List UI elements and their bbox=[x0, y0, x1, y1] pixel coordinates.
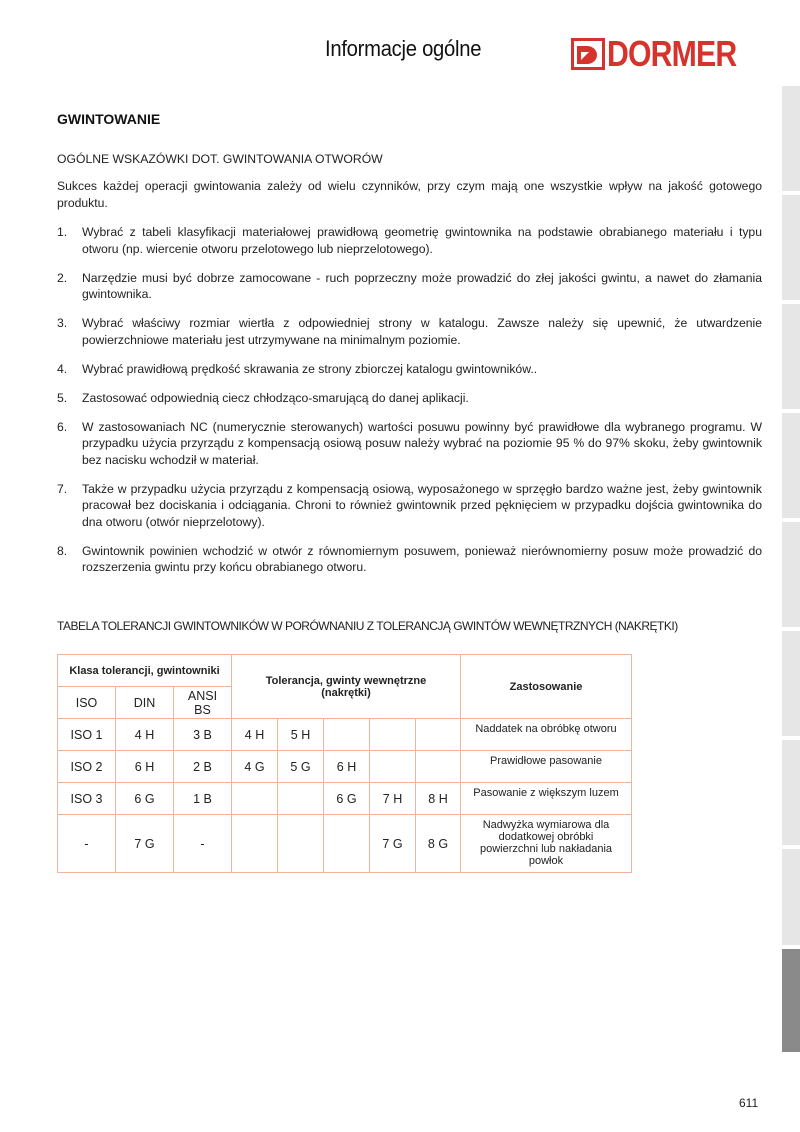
cell-nut: 8 H bbox=[416, 783, 461, 815]
intro-paragraph: Sukces każdej operacji gwintowania zależy od wielu czynników, przy czym mają one wszystkie wpływ na jakość gotowego produktu. bbox=[57, 179, 762, 210]
cell-nut: 8 G bbox=[416, 815, 461, 873]
cell-iso: ISO 3 bbox=[58, 783, 116, 815]
table-row bbox=[58, 815, 632, 873]
cell-ansi: - bbox=[174, 815, 232, 873]
list-item-text: Wybrać z tabeli klasyfikacji materiałowej prawidłową geometrię gwintownika na podstawie obrabianego materiału i typu otworu (np. wiercenie otworu przelotowego lub nieprzelotowego). bbox=[82, 225, 762, 256]
list-item-number: 5. bbox=[57, 390, 68, 405]
cell-din: 6 H bbox=[116, 751, 174, 783]
chapter-tab-strip bbox=[782, 86, 800, 1056]
cell-din: 7 G bbox=[116, 815, 174, 873]
cell-nut bbox=[324, 719, 370, 751]
table-row bbox=[58, 719, 632, 751]
header-ansi-bs: ANSI BS bbox=[174, 687, 232, 719]
cell-ansi: 2 B bbox=[174, 751, 232, 783]
cell-nut: 5 G bbox=[278, 751, 324, 783]
cell-nut bbox=[416, 751, 461, 783]
header-application: Zastosowanie bbox=[461, 655, 632, 719]
cell-nut bbox=[324, 815, 370, 873]
cell-nut bbox=[232, 815, 278, 873]
list-item bbox=[57, 481, 762, 531]
list-item bbox=[57, 224, 762, 257]
cell-nut: 6 G bbox=[324, 783, 370, 815]
list-item-number: 7. bbox=[57, 481, 68, 496]
cell-nut bbox=[370, 751, 416, 783]
cell-nut: 5 H bbox=[278, 719, 324, 751]
header-iso: ISO bbox=[58, 687, 116, 719]
chapter-tab[interactable] bbox=[782, 631, 800, 740]
list-item-text: Zastosować odpowiednią ciecz chłodząco-smarującą do danej aplikacji. bbox=[82, 390, 469, 405]
list-item-number: 2. bbox=[57, 270, 68, 285]
section-title: GWINTOWANIE bbox=[57, 111, 161, 127]
header-din: DIN bbox=[116, 687, 174, 719]
cell-ansi: 3 B bbox=[174, 719, 232, 751]
list-item bbox=[57, 315, 762, 348]
cell-nut: 4 G bbox=[232, 751, 278, 783]
page-header-title: Informacje ogólne bbox=[325, 36, 482, 61]
list-item-text: Wybrać właściwy rozmiar wiertła z odpowiedniej strony w katalogu. Zawsze należy się upewnić, że utwardzenie powierzchniowe materiału jest utrzymywane na minimalnym poziomie. bbox=[82, 316, 762, 347]
cell-nut bbox=[370, 719, 416, 751]
list-item-number: 3. bbox=[57, 316, 68, 330]
table-row bbox=[58, 783, 632, 815]
cell-iso: - bbox=[58, 815, 116, 873]
list-item bbox=[57, 390, 762, 407]
chapter-tab-active[interactable] bbox=[782, 949, 800, 1056]
list-item-number: 4. bbox=[57, 361, 68, 376]
cell-application: Naddatek na obróbkę otworu bbox=[461, 719, 632, 751]
chapter-tab[interactable] bbox=[782, 849, 800, 949]
list-item-text: W zastosowaniach NC (numerycznie sterowanych) wartości posuwu powinny być prawidłowe dla wybranego programu. W przypadku użycia przyrządu z kompensacją osiową posuw należy wybrać na poziomie 95 % do 97% skoku, żeby gwintownik bez nacisku wchodził w materiał. bbox=[82, 419, 762, 467]
list-item bbox=[57, 270, 762, 303]
chapter-tab[interactable] bbox=[782, 195, 800, 304]
list-item bbox=[57, 543, 762, 576]
list-item-text: Wybrać prawidłową prędkość skrawania ze strony zbiorczej katalogu gwintowników.. bbox=[82, 361, 538, 376]
table-row bbox=[58, 751, 632, 783]
chapter-tab[interactable] bbox=[782, 522, 800, 631]
list-item-number: 1. bbox=[57, 225, 68, 239]
chapter-tab[interactable] bbox=[782, 304, 800, 413]
section-subtitle: OGÓLNE WSKAZÓWKI DOT. GWINTOWANIA OTWORÓW bbox=[57, 152, 383, 166]
main-content bbox=[57, 111, 762, 574]
guidelines-list bbox=[57, 224, 762, 588]
cell-application: Prawidłowe pasowanie bbox=[461, 751, 632, 783]
cell-nut bbox=[278, 783, 324, 815]
cell-application: Nadwyżka wymiarowa dla dodatkowej obróbki powierzchni lub nakładania powłok bbox=[461, 815, 632, 873]
chapter-tab[interactable] bbox=[782, 740, 800, 849]
list-item bbox=[57, 419, 762, 469]
page-number: 611 bbox=[739, 1096, 759, 1110]
dormer-logo-text: DORMER bbox=[607, 33, 737, 74]
chapter-tab[interactable] bbox=[782, 413, 800, 522]
cell-application: Pasowanie z większym luzem bbox=[461, 783, 632, 815]
cell-din: 4 H bbox=[116, 719, 174, 751]
cell-nut: 6 H bbox=[324, 751, 370, 783]
header-nut-group: Tolerancja, gwinty wewnętrzne (nakrętki) bbox=[232, 655, 461, 719]
list-item-text: Narzędzie musi być dobrze zamocowane - ruch poprzeczny może prowadzić do złej jakości gwintu, a nawet do złamania gwintownika. bbox=[82, 270, 762, 301]
list-item-text: Także w przypadku użycia przyrządu z kompensacją osiową, wyposażonego w sprzęgło bardzo ważne jest, żeby gwintownik pracował bez dociskania i odciągania. Chroni to również gwintownik przed pęknięciem w przypadku dojścia gwintownika do dna otworu (otwór nieprzelotowy). bbox=[82, 481, 762, 529]
table-caption: TABELA TOLERANCJI GWINTOWNIKÓW W PORÓWNANIU Z TOLERANCJĄ GWINTÓW WEWNĘTRZNYCH (NAKRĘTKI) bbox=[57, 619, 678, 633]
chapter-tab[interactable] bbox=[782, 86, 800, 195]
cell-iso: ISO 1 bbox=[58, 719, 116, 751]
dormer-logo-icon bbox=[571, 38, 605, 70]
cell-nut: 7 G bbox=[370, 815, 416, 873]
header-taps-group: Klasa tolerancji, gwintowniki bbox=[58, 655, 232, 687]
list-item-number: 8. bbox=[57, 543, 68, 558]
cell-iso: ISO 2 bbox=[58, 751, 116, 783]
cell-nut: 7 H bbox=[370, 783, 416, 815]
cell-nut bbox=[416, 719, 461, 751]
list-item-number: 6. bbox=[57, 419, 68, 434]
cell-nut bbox=[278, 815, 324, 873]
cell-nut bbox=[232, 783, 278, 815]
tolerance-table bbox=[57, 654, 632, 873]
cell-nut: 4 H bbox=[232, 719, 278, 751]
cell-ansi: 1 B bbox=[174, 783, 232, 815]
cell-din: 6 G bbox=[116, 783, 174, 815]
list-item bbox=[57, 361, 762, 378]
list-item-text: Gwintownik powinien wchodzić w otwór z równomiernym posuwem, ponieważ nierównomierny posuw może prowadzić do rozszerzenia gwintu przy końcu obrabianego otworu. bbox=[82, 543, 762, 574]
dormer-logo bbox=[571, 33, 763, 74]
